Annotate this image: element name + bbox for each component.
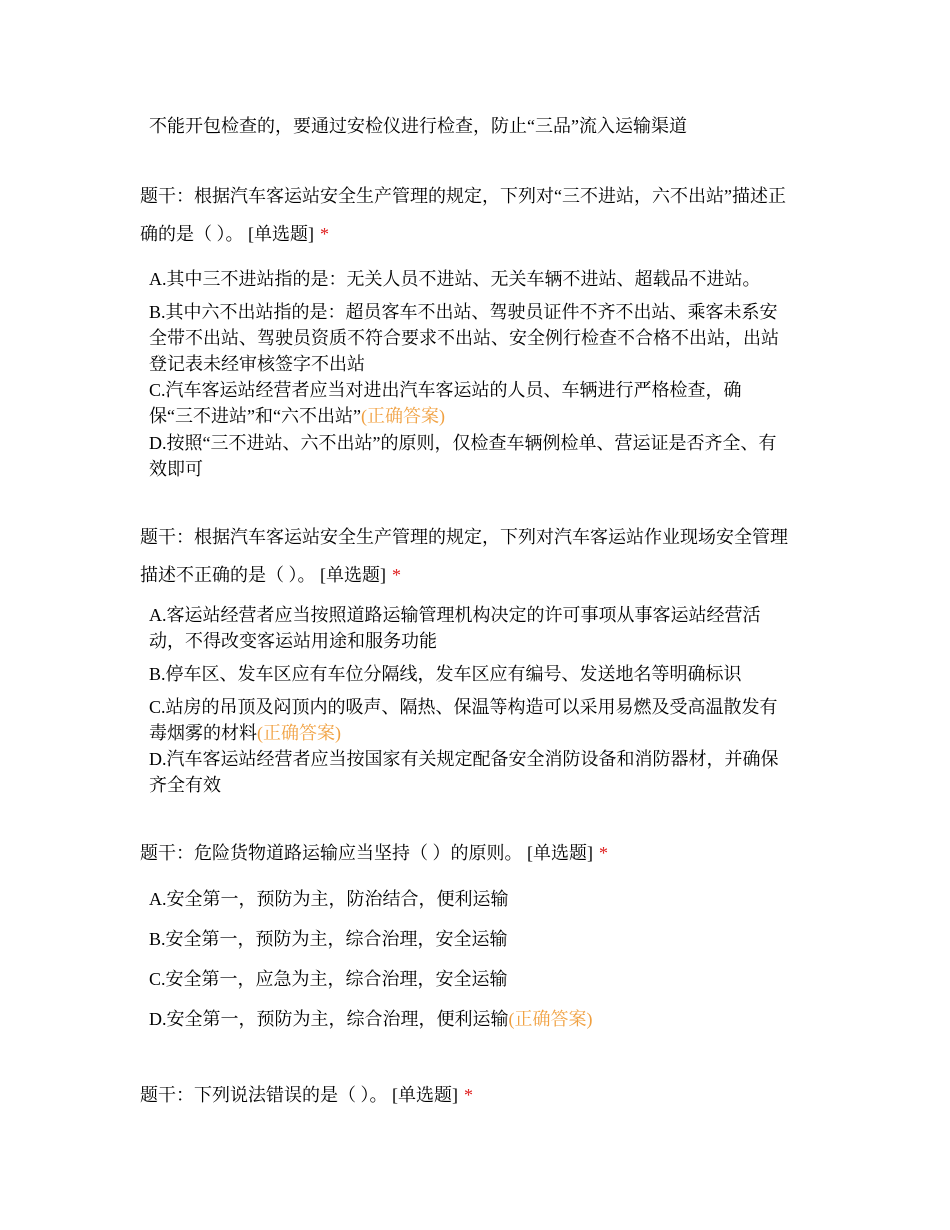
- question-1-option-a: A.其中三不进站指的是：无关人员不进站、无关车辆不进站、超载品不进站。: [149, 269, 761, 289]
- question-2-option-a-line-2: 动，不得改变客运站用途和服务功能: [149, 631, 437, 651]
- question-1-option-d-line-1: D.按照“三不进站、六不出站”的原则，仅检查车辆例检单、营运证是否齐全、有: [149, 433, 777, 453]
- question-3-option-a: A.安全第一，预防为主，防治结合，便利运输: [149, 889, 509, 909]
- question-1-stem-line-2: [140, 221, 329, 247]
- question-3-option-d-text: D.安全第一，预防为主，综合治理，便利运输: [149, 1009, 509, 1029]
- question-2-option-c-line-2: [149, 720, 341, 746]
- question-1-option-b-line-1: B.其中六不出站指的是：超员客车不出站、驾驶员证件不齐不出站、乘客未系安: [149, 302, 778, 322]
- question-2-option-d-line-1: D.汽车客运站经营者应当按国家有关规定配备安全消防设备和消防器材，并确保: [149, 749, 779, 769]
- question-2-option-b: B.停车区、发车区应有车位分隔线，发车区应有编号、发送地名等明确标识: [149, 664, 742, 684]
- question-1-option-c-line-2: [149, 403, 445, 429]
- question-2-stem-text: 描述不正确的是（ ）。 [单选题]: [140, 565, 386, 585]
- question-4-stem-text: 题干：下列说法错误的是（ ）。 [单选题]: [140, 1085, 458, 1105]
- question-1-option-b-line-2: 全带不出站、驾驶员资质不符合要求不出站、安全例行检查不合格不出站，出站: [149, 328, 779, 348]
- question-2-option-c-text: 毒烟雾的材料: [149, 723, 257, 743]
- required-marker: *: [599, 843, 608, 863]
- question-1-stem-line-1: 题干：根据汽车客运站安全生产管理的规定，下列对“三不进站，六不出站”描述正: [140, 186, 786, 206]
- question-4-stem: [140, 1082, 473, 1108]
- question-3-option-c: C.安全第一，应急为主，综合治理，安全运输: [149, 969, 508, 989]
- required-marker: *: [392, 565, 401, 585]
- question-3-stem-text: 题干：危险货物道路运输应当坚持（ ）的原则。 [单选题]: [140, 843, 593, 863]
- intro-fragment: 不能开包检查的，要通过安检仪进行检查，防止“三品”流入运输渠道: [149, 116, 687, 136]
- question-3-option-d: [149, 1006, 593, 1032]
- required-marker: *: [464, 1085, 473, 1105]
- question-1-option-c-line-1: C.汽车客运站经营者应当对进出汽车客运站的人员、车辆进行严格检查，确: [149, 380, 742, 400]
- required-marker: *: [320, 224, 329, 244]
- correct-answer-marker: (正确答案): [508, 1009, 593, 1029]
- question-3-option-b: B.安全第一，预防为主，综合治理，安全运输: [149, 929, 508, 949]
- question-1-option-d-line-2: 效即可: [149, 459, 203, 479]
- question-2-option-d-line-2: 齐全有效: [149, 775, 221, 795]
- question-1-option-b-line-3: 登记表未经审核签字不出站: [149, 354, 365, 374]
- correct-answer-marker: (正确答案): [257, 723, 341, 743]
- question-1-option-c-text: 保“三不进站”和“六不出站”: [149, 406, 361, 426]
- question-2-stem-line-2: [140, 562, 401, 588]
- question-3-stem: [140, 840, 608, 866]
- question-2-option-c-line-1: C.站房的吊顶及闷顶内的吸声、隔热、保温等构造可以采用易燃及受高温散发有: [149, 697, 778, 717]
- question-1-stem-text: 确的是（ ）。 [单选题]: [140, 224, 314, 244]
- question-2-stem-line-1: 题干：根据汽车客运站安全生产管理的规定，下列对汽车客运站作业现场安全管理: [140, 527, 788, 547]
- question-2-option-a-line-1: A.客运站经营者应当按照道路运输管理机构决定的许可事项从事客运站经营活: [149, 605, 761, 625]
- correct-answer-marker: (正确答案): [360, 406, 445, 426]
